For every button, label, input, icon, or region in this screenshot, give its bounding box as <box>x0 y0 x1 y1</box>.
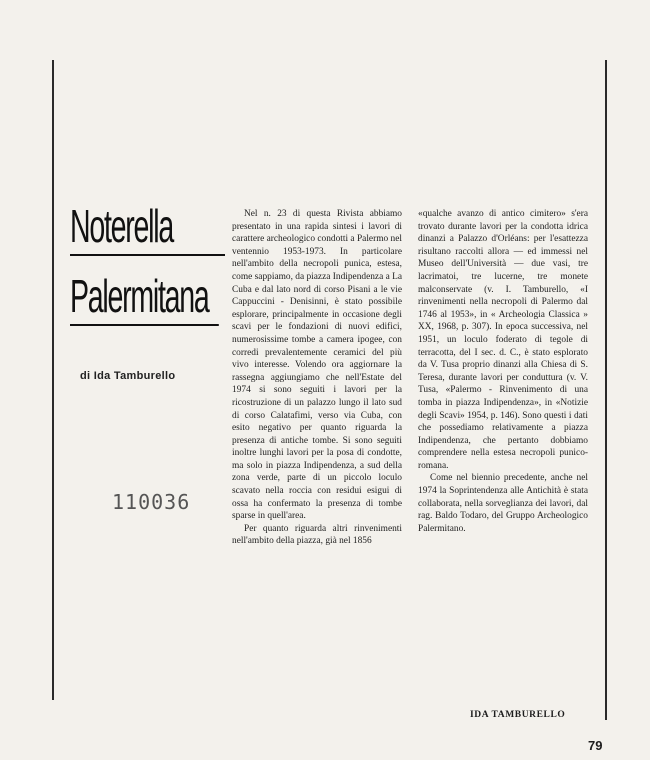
text-column-2 <box>418 208 588 535</box>
paragraph: Nel n. 23 di questa Rivista abbiamo presentato in una rapida sintesi i lavori di carattere archeologico condotti a Palermo nel ventennio 1953-1973. In particolare nell'ambito della necropoli punica, estesa, come sappiamo, da piazza Indipendenza a La Cuba e dal lato nord di corso Pisani a le vie Cappuccini - Denisinni, è stato possibile esplorare, principalmente in occasione degli scavi per le fondazioni di nuovi edifici, numerosissime tombe a camera ipogee, con corredi prevalentemente ceramici del più vivo interesse. Volendo ora aggiornare la rassegna aggiungiamo che nell'Estate del 1974 si sono seguiti i lavori per la ricostruzione di un palazzo lungo il lato sud di corso Calatafimi, verso via Cuba, con esito negativo per quanto riguarda la presenza di antiche tombe. Si sono seguiti inoltre lunghi lavori per la posa di condotte, ma solo in piazza Indipendenza, a sud della zona verde, parte di un piccolo loculo scavato nella roccia con residui esigui di ossa ha confermato la presenza di tombe sparse in quell'area. <box>232 209 402 522</box>
text-column-1 <box>232 208 402 548</box>
right-margin-rule <box>605 60 607 720</box>
author-signature: IDA TAMBURELLO <box>470 710 566 720</box>
archive-stamp-number: 110036 <box>112 490 191 514</box>
paragraph: Per quanto riguarda altri rinvenimenti nell'ambito della piazza, già nel 1856 <box>232 523 402 547</box>
page-number: 79 <box>588 738 603 753</box>
left-margin-rule <box>52 60 54 700</box>
title-line-1: Noterella <box>70 200 225 256</box>
paragraph: Come nel biennio precedente, anche nel 1974 la Soprintendenza alle Antichità è stata collaborata, nella sorveglianza dei lavori, dal rag. Baldo Todaro, del Gruppo Archeologico Palermitano. <box>418 473 588 534</box>
article-title <box>70 200 230 326</box>
title-line-2: Palermitana <box>70 270 219 326</box>
paragraph: «qualche avanzo di antico cimitero» s'era trovato durante lavori per la condotta idrica dinanzi a Palazzo d'Orléans: per l'esattezza risultano raccolti allora — ed immessi nel Museo dell'Università — due vasi, tre lacrimatoi, tre lucerne, tre monete malconservate (v. I. Tamburello, «I rinvenimenti nella necropoli di Palermo dal 1746 al 1953», in « Archeologia Classica » XX, 1968, p. 307). In epoca successiva, nel 1951, un loculo foderato di tegole di terracotta, del I sec. d. C., è stato esplorato da V. Tusa proprio dinanzi alla Chiesa di S. Teresa, durante lavori per conduttura (v. V. Tusa, «Palermo - Rinvenimento di una tomba in piazza Indipendenza», in «Notizie degli Scavi» 1954, p. 146). Sono questi i dati che possediamo relativamente a piazza Indipendenza, che pertanto dobbiamo comprendere nella estesa necropoli punico-romana. <box>418 209 588 471</box>
author-byline: di Ida Tamburello <box>80 370 176 382</box>
